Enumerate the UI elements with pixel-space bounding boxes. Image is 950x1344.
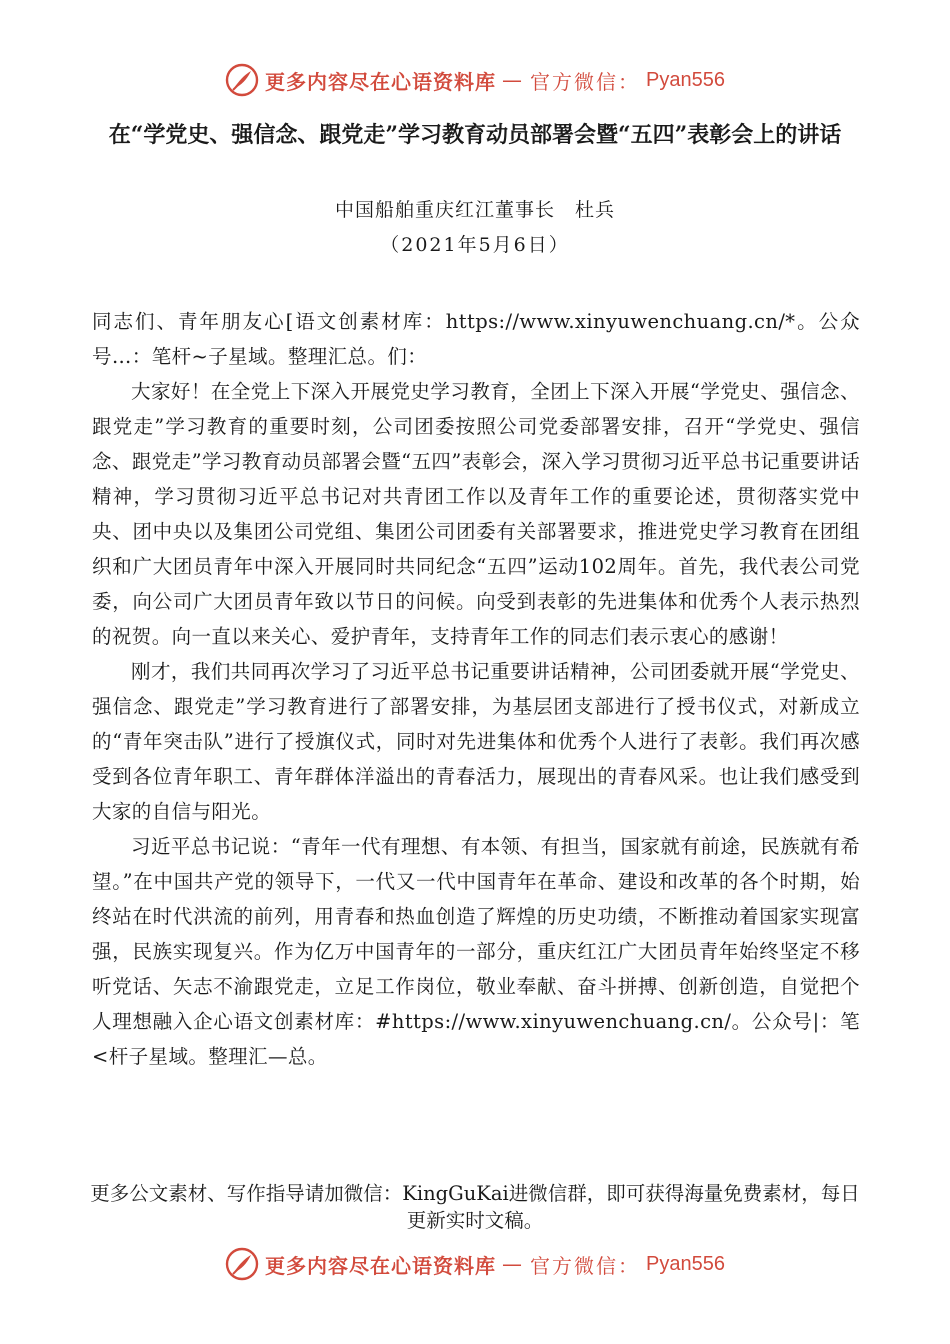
document-author: 中国船舶重庆红江董事长 杜兵: [334, 199, 615, 221]
watermark-wechat-label: 官方微信：: [530, 69, 641, 94]
document-body: [92, 304, 860, 1074]
body-paragraph: 刚才，我们共同再次学习了习近平总书记重要讲话精神，公司团委就开展“学党史、强信念、跟党走”学习教育进行了部署安排，为基层团支部进行了授书仪式，对新成立的“青年突击队”进行了授旗仪式，同时对先进集体和优秀个人进行了表彰。我们再次感受到各位青年职工、青年群体洋溢出的青春活力，展现出的青春风采。也让我们感受到大家的自信与阳光。: [92, 660, 860, 823]
body-paragraph: 习近平总书记说：“青年一代有理想、有本领、有担当，国家就有前途，民族就有希望。”在中国共产党的领导下，一代又一代中国青年在革命、建设和改革的各个时期，始终站在时代洪流的前列，用青春和热血创造了辉煌的历史功绩，不断推动着国家实现富强，民族实现复兴。作为亿万中国青年的一部分，重庆红江广大团员青年始终坚定不移听党话、矢志不渝跟党走，立足工作岗位，敬业奉献、奋斗拼搏、创新创造，自觉把个人理想融入企心语文创素材库：#https://www.xinyuwenchuang.cn/。公众号|：笔<杆子星域。整理汇—总。: [92, 835, 860, 1068]
watermark-dash: —: [502, 1252, 525, 1276]
watermark-wechat-id: Pyan556: [646, 68, 725, 91]
top-watermark: [0, 58, 950, 102]
footer-note: 更多公文素材、写作指导请加微信：KingGuKai进微信群，即可获得海量免费素材，每日更新实时文稿。: [90, 1182, 860, 1232]
feather-pen-logo-icon: [225, 1247, 259, 1281]
salutation-paragraph: 同志们、青年朋友心[语文创素材库：https://www.xinyuwenchuang.cn/*。公众号…：笔杆~子星域。整理汇总。们：: [92, 310, 860, 368]
watermark-brand: 更多内容尽在心语资料库: [265, 69, 497, 94]
watermark-wechat-id: Pyan556: [646, 1252, 725, 1275]
watermark-dash: —: [502, 68, 525, 92]
watermark-brand: 更多内容尽在心语资料库: [265, 1253, 497, 1278]
body-paragraph: 大家好！在全党上下深入开展党史学习教育，全团上下深入开展“学党史、强信念、跟党走”学习教育的重要时刻，公司团委按照公司党委部署安排，召开“学党史、强信念、跟党走”学习教育动员部署会暨“五四”表彰会，深入学习贯彻习近平总书记重要讲话精神，学习贯彻习近平总书记对共青团工作以及青年工作的重要论述，贯彻落实党中央、团中央以及集团公司党组、集团公司团委有关部署要求，推进党史学习教育在团组织和广大团员青年中深入开展同时共同纪念“五四”运动102周年。首先，我代表公司党委，向公司广大团员青年致以节日的问候。向受到表彰的先进集体和优秀个人表示热烈的祝贺。向一直以来关心、爱护青年，支持青年工作的同志们表示衷心的感谢！: [92, 380, 860, 648]
feather-pen-logo-icon: [225, 63, 259, 97]
document-date: （2021年5月6日）: [380, 234, 570, 256]
bottom-watermark: [0, 1242, 950, 1286]
document-title: 在“学党史、强信念、跟党走”学习教育动员部署会暨“五四”表彰会上的讲话: [108, 122, 842, 148]
watermark-wechat-label: 官方微信：: [530, 1253, 641, 1278]
